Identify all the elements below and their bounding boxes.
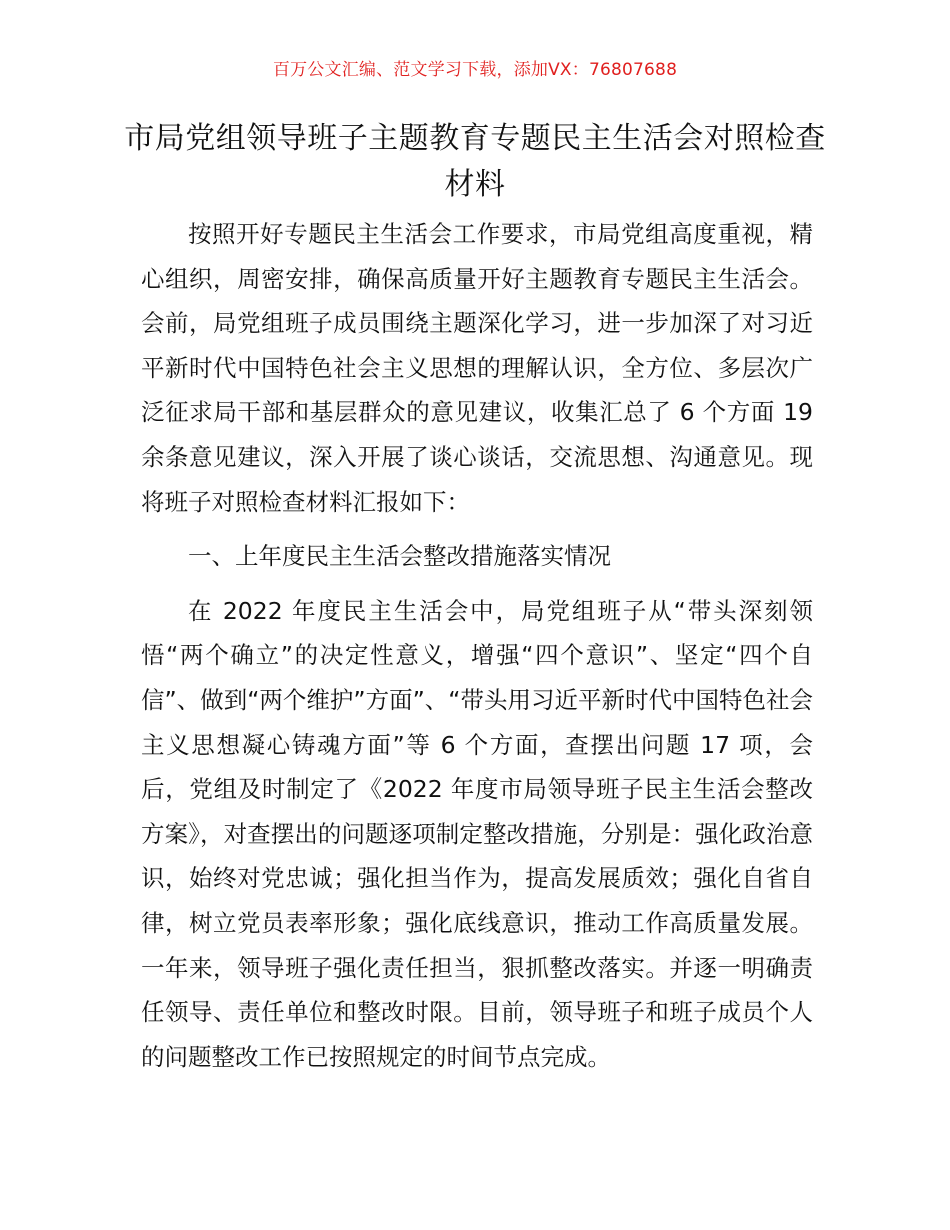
header-watermark-note: 百万公文汇编、范文学习下载，添加VX：76807688	[272, 60, 678, 80]
document-title: 市局党组领导班子主题教育专题民主生活会对照检查材料	[124, 121, 826, 202]
document-body	[141, 212, 813, 1079]
section-1-paragraph: 在 2022 年度民主生活会中，局党组班子从“带头深刻领悟“两个确立”的决定性意义，增强“四个意识”、坚定“四个自信”、做到“两个维护”方面”、“带头用习近平新时代中国特色社会主义思想凝心铸魂方面”等 6 个方面，查摆出问题 17 项，会后，党组及时制定了《2022 年度市局领导班子民主生活会整改方案》，对查摆出的问题逐项制定整改措施，分别是：强化政治意识，始终对党忠诚；强化担当作为，提高发展质效；强化自省自律，树立党员表率形象；强化底线意识，推动工作高质量发展。一年来，领导班子强化责任担当，狠抓整改落实。并逐一明确责任领导、责任单位和整改时限。目前，领导班子和班子成员个人的问题整改工作已按照规定的时间节点完成。	[141, 596, 813, 1071]
section-1-heading: 一、上年度民主生活会整改措施落实情况	[188, 542, 611, 571]
intro-paragraph: 按照开好专题民主生活会工作要求，市局党组高度重视，精心组织，周密安排，确保高质量开好主题教育专题民主生活会。会前，局党组班子成员围绕主题深化学习，进一步加深了对习近平新时代中国特色社会主义思想的理解认识，全方位、多层次广泛征求局干部和基层群众的意见建议，收集汇总了 6 个方面 19 余条意见建议，深入开展了谈心谈话，交流思想、沟通意见。现将班子对照检查材料汇报如下：	[141, 220, 813, 516]
